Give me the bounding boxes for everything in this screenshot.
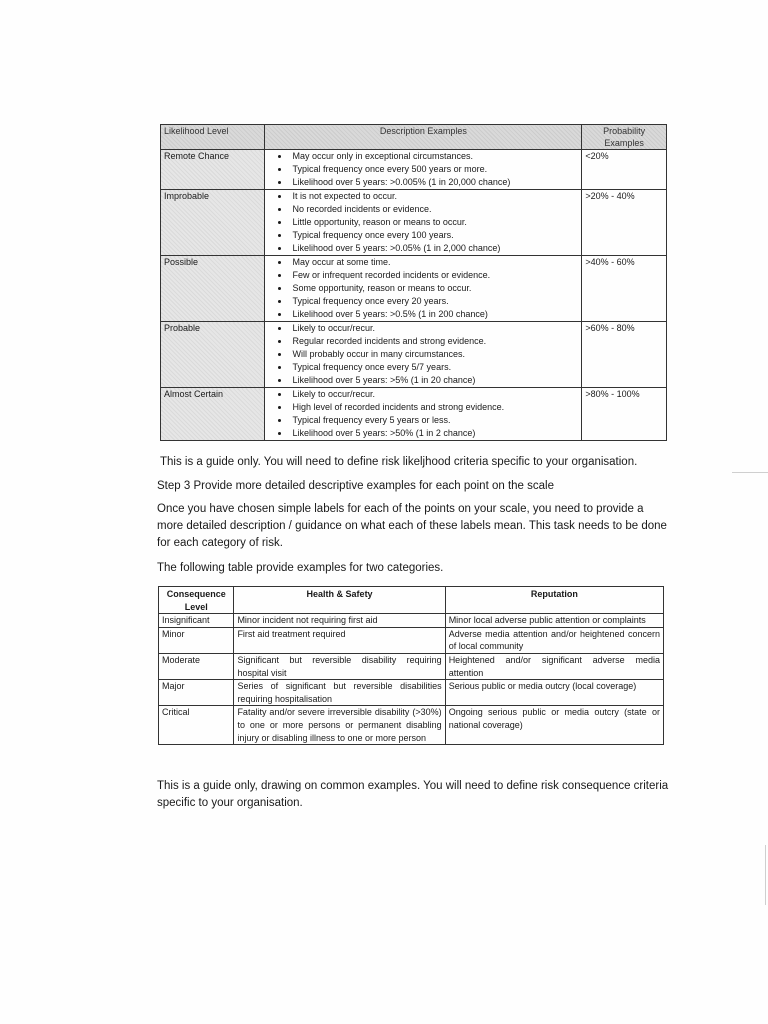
- health-safety-header: Health & Safety: [234, 587, 445, 614]
- description-item: • High level of recorded incidents and strong evidence.: [290, 401, 578, 414]
- consequence-table: [158, 586, 664, 745]
- consequence-level-cell: Critical: [159, 706, 234, 745]
- description-item: • It is not expected to occur.: [290, 190, 578, 203]
- description-list: [268, 388, 578, 440]
- health-safety-cell: Minor incident not requiring first aid: [234, 614, 445, 628]
- consequence-row-insignificant: [159, 614, 664, 628]
- description-cell: [265, 190, 582, 256]
- consequence-row-major: [159, 680, 664, 706]
- likelihood-table: [160, 124, 667, 441]
- description-item: • Typical frequency once every 100 years.: [290, 229, 578, 242]
- description-item: • Typical frequency once every 500 years or more.: [290, 163, 578, 176]
- description-item: • Typical frequency every 5 years or less.: [290, 414, 578, 427]
- likelihood-row-improbable: [161, 190, 667, 256]
- consequence-header-row: [159, 587, 664, 614]
- description-item: • Likelihood over 5 years: >0.05% (1 in 2,000 chance): [290, 242, 578, 255]
- health-safety-cell: Significant but reversible disability requiring hospital visit: [234, 653, 445, 679]
- likelihood-row-remote-chance: [161, 150, 667, 190]
- description-item: • Regular recorded incidents and strong evidence.: [290, 335, 578, 348]
- consequence-level-cell: Major: [159, 680, 234, 706]
- reputation-cell: Minor local adverse public attention or complaints: [445, 614, 663, 628]
- probability-cell: >60% - 80%: [582, 322, 667, 388]
- description-item: • Typical frequency once every 20 years.: [290, 295, 578, 308]
- description-list: [268, 190, 578, 255]
- description-cell: [265, 150, 582, 190]
- likelihood-guide-note: This is a guide only. You will need to define risk likeljhood criteria specific to your organisation.: [160, 456, 638, 468]
- scan-artifact-edge: [765, 845, 766, 905]
- probability-examples-header: Probability Examples: [582, 125, 667, 150]
- description-item: • Some opportunity, reason or means to occur.: [290, 282, 578, 295]
- reputation-cell: Serious public or media outcry (local coverage): [445, 680, 663, 706]
- probability-cell: >40% - 60%: [582, 256, 667, 322]
- description-item: • Typical frequency once every 5/7 years.: [290, 361, 578, 374]
- instruction-paragraph: Once you have chosen simple labels for each of the points on your scale, you need to provide a more detailed description / guidance on what each of these labels mean. This task needs to be done for each category of risk.: [157, 503, 667, 549]
- probability-cell: <20%: [582, 150, 667, 190]
- consequence-level-cell: Minor: [159, 627, 234, 653]
- likelihood-row-almost-certain: [161, 388, 667, 441]
- description-item: • No recorded incidents or evidence.: [290, 203, 578, 216]
- description-list: [268, 150, 578, 189]
- consequence-row-minor: [159, 627, 664, 653]
- likelihood-level-cell: Remote Chance: [161, 150, 265, 190]
- description-item: • Likely to occur/recur.: [290, 388, 578, 401]
- description-item: • Little opportunity, reason or means to occur.: [290, 216, 578, 229]
- description-item: • Likely to occur/recur.: [290, 322, 578, 335]
- description-item: • Likelihood over 5 years: >50% (1 in 2 chance): [290, 427, 578, 440]
- health-safety-cell: Fatality and/or severe irreversible disability (>30%) to one or more persons or permanent disabling injury or disabling illness to one or more person: [234, 706, 445, 745]
- description-cell: [265, 256, 582, 322]
- consequence-row-critical: [159, 706, 664, 745]
- description-item: • May occur at some time.: [290, 256, 578, 269]
- description-list: [268, 256, 578, 321]
- health-safety-cell: First aid treatment required: [234, 627, 445, 653]
- description-item: • Likelihood over 5 years: >0.5% (1 in 200 chance): [290, 308, 578, 321]
- description-examples-header: Description Examples: [265, 125, 582, 150]
- reputation-cell: Adverse media attention and/or heightened concern of local community: [445, 627, 663, 653]
- reputation-cell: Heightened and/or significant adverse media attention: [445, 653, 663, 679]
- reputation-header: Reputation: [445, 587, 663, 614]
- consequence-level-cell: Moderate: [159, 653, 234, 679]
- likelihood-header-row: [161, 125, 667, 150]
- likelihood-level-cell: Probable: [161, 322, 265, 388]
- probability-cell: >20% - 40%: [582, 190, 667, 256]
- description-cell: [265, 322, 582, 388]
- consequence-guide-note: This is a guide only, drawing on common examples. You will need to define risk consequence criteria specific to your organisation.: [157, 780, 669, 809]
- consequence-level-header: Consequence Level: [159, 587, 234, 614]
- description-item: • Likelihood over 5 years: >5% (1 in 20 chance): [290, 374, 578, 387]
- description-item: • Will probably occur in many circumstances.: [290, 348, 578, 361]
- reputation-cell: Ongoing serious public or media outcry (state or national coverage): [445, 706, 663, 745]
- description-item: • May occur only in exceptional circumstances.: [290, 150, 578, 163]
- likelihood-row-probable: [161, 322, 667, 388]
- description-list: [268, 322, 578, 387]
- consequence-level-cell: Insignificant: [159, 614, 234, 628]
- probability-cell: >80% - 100%: [582, 388, 667, 441]
- description-item: • Few or infrequent recorded incidents or evidence.: [290, 269, 578, 282]
- likelihood-row-possible: [161, 256, 667, 322]
- description-cell: [265, 388, 582, 441]
- table-intro-paragraph: The following table provide examples for two categories.: [157, 562, 444, 574]
- description-item: • Likelihood over 5 years: >0.005% (1 in 20,000 chance): [290, 176, 578, 189]
- likelihood-level-cell: Almost Certain: [161, 388, 265, 441]
- likelihood-level-cell: Possible: [161, 256, 265, 322]
- step3-heading: Step 3 Provide more detailed descriptive examples for each point on the scale: [157, 480, 554, 492]
- likelihood-level-header: Likelihood Level: [161, 125, 265, 150]
- scan-artifact-line: [732, 472, 768, 473]
- health-safety-cell: Series of significant but reversible disabilities requiring hospitalisation: [234, 680, 445, 706]
- consequence-row-moderate: [159, 653, 664, 679]
- likelihood-level-cell: Improbable: [161, 190, 265, 256]
